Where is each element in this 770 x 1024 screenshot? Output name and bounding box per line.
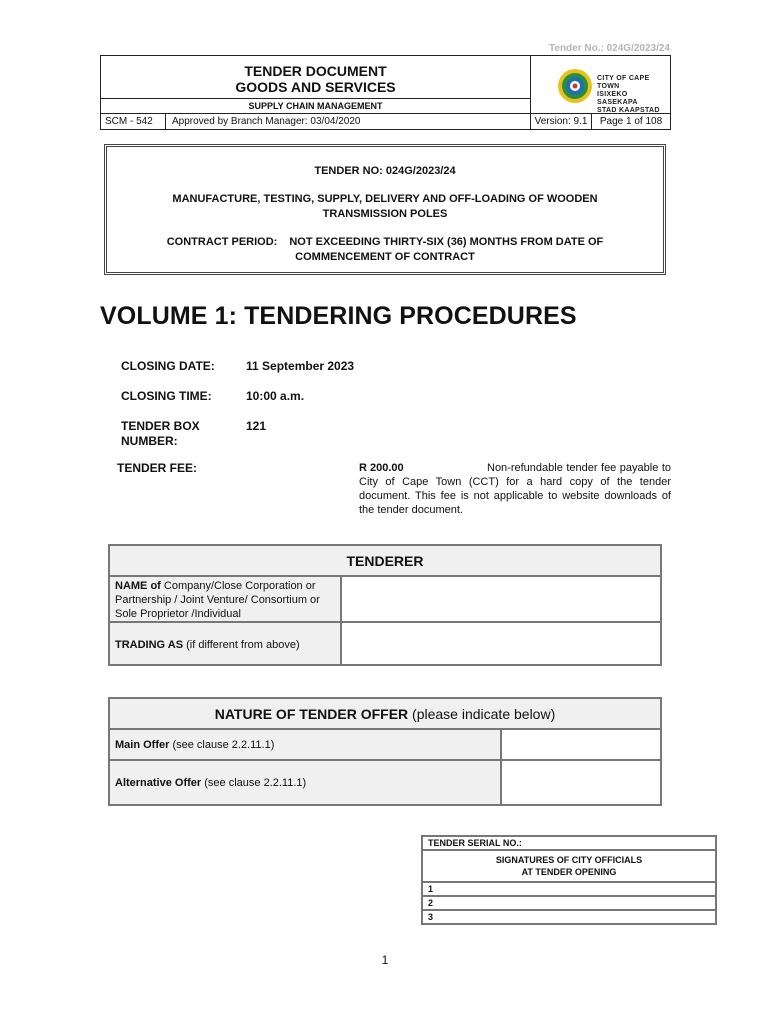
nature-heading-bold: NATURE OF TENDER OFFER (214, 705, 409, 722)
document-header (100, 55, 671, 130)
tender-serial-table (421, 835, 717, 925)
main-offer-label-bold: Main Offer (115, 738, 170, 751)
tender-box-number: 121 (246, 419, 267, 433)
alternative-offer-label (109, 760, 501, 805)
volume-title: VOLUME 1: TENDERING PROCEDURES (100, 302, 577, 330)
signatures-heading-line1: SIGNATURES OF CITY OFFICIALS (495, 855, 643, 865)
closing-time-value: 10:00 a.m. (246, 389, 305, 403)
trading-as-label-rest: (if different from above) (183, 638, 300, 651)
header-department: SUPPLY CHAIN MANAGEMENT (100, 98, 531, 114)
header-title-line1: TENDER DOCUMENT (244, 63, 387, 79)
tender-serial-label: TENDER SERIAL NO.: (422, 836, 716, 850)
closing-time-label: CLOSING TIME: (121, 389, 212, 403)
nature-heading-rest: (please indicate below) (408, 705, 556, 722)
tenderer-table (108, 544, 662, 666)
alternative-offer-field[interactable] (501, 760, 661, 805)
signature-row[interactable]: 2 (422, 896, 716, 910)
closing-date-label: CLOSING DATE: (121, 359, 215, 373)
tender-fee-description (359, 461, 671, 517)
alternative-offer-label-rest: (see clause 2.2.11.1) (201, 776, 307, 789)
trading-as-label (109, 622, 341, 665)
logo-line: ISIXEKO SASEKAPA (597, 91, 638, 106)
header-tender-ref: Tender No.: 024G/2023/24 (549, 43, 670, 54)
main-offer-label-rest: (see clause 2.2.11.1) (169, 738, 275, 751)
tenderer-name-label (109, 576, 341, 622)
tender-box-label: TENDER BOX NUMBER: (121, 419, 200, 448)
signatures-heading-line2: AT TENDER OPENING (521, 867, 617, 877)
logo-line: STAD KAAPSTAD (597, 107, 660, 114)
tender-info-box (104, 144, 666, 275)
nature-heading (109, 698, 661, 729)
signature-row[interactable]: 1 (422, 882, 716, 896)
header-version: Version: 9.1 (530, 113, 592, 130)
signatures-heading (422, 850, 716, 882)
tenderer-name-label-bold: NAME of (115, 580, 161, 592)
tender-description: MANUFACTURE, TESTING, SUPPLY, DELIVERY AND OFF-LOADING OF WOODEN TRANSMISSION POLES (172, 193, 598, 220)
header-title-line2: GOODS AND SERVICES (235, 79, 396, 95)
header-approved: Approved by Branch Manager: 03/04/2020 (165, 113, 531, 130)
tender-fee-amount: R 200.00 (359, 462, 404, 474)
tenderer-name-field[interactable] (341, 576, 661, 622)
logo-line: CITY OF CAPE TOWN (597, 75, 650, 90)
tender-number: TENDER NO: 024G/2023/24 (314, 165, 456, 177)
signature-row[interactable]: 3 (422, 910, 716, 924)
contract-period (135, 235, 635, 265)
alternative-offer-label-bold: Alternative Offer (115, 776, 202, 789)
contract-period-value: NOT EXCEEDING THIRTY-SIX (36) MONTHS FROM DATE OF COMMENCEMENT OF CONTRACT (289, 236, 604, 263)
city-logo (530, 55, 671, 114)
main-offer-field[interactable] (501, 729, 661, 760)
closing-date-value: 11 September 2023 (246, 359, 355, 373)
city-emblem-icon (557, 68, 593, 104)
tender-fee-text: Non-refundable tender fee payable to City of Cape Town (CCT) for a hard copy of the tender document. This fee is not applicable to website downloads of the tender document. (359, 462, 671, 516)
main-offer-label (109, 729, 501, 760)
tenderer-heading: TENDERER (109, 545, 661, 576)
nature-of-offer-table (108, 697, 662, 806)
tender-fee-label: TENDER FEE: (117, 461, 198, 475)
contract-period-label: CONTRACT PERIOD: (166, 236, 278, 248)
trading-as-label-bold: TRADING AS (115, 638, 184, 651)
page-number: 1 (381, 953, 389, 967)
tenderer-name-label-rest: Company/Close Corporation or Partnership / Joint Venture/ Consortium or Sole Proprietor /Individual (115, 580, 320, 620)
trading-as-field[interactable] (341, 622, 661, 665)
header-title (100, 55, 531, 99)
logo-text (597, 75, 670, 115)
header-page: Page 1 of 108 (591, 113, 671, 130)
header-doc-code: SCM - 542 (100, 113, 166, 130)
